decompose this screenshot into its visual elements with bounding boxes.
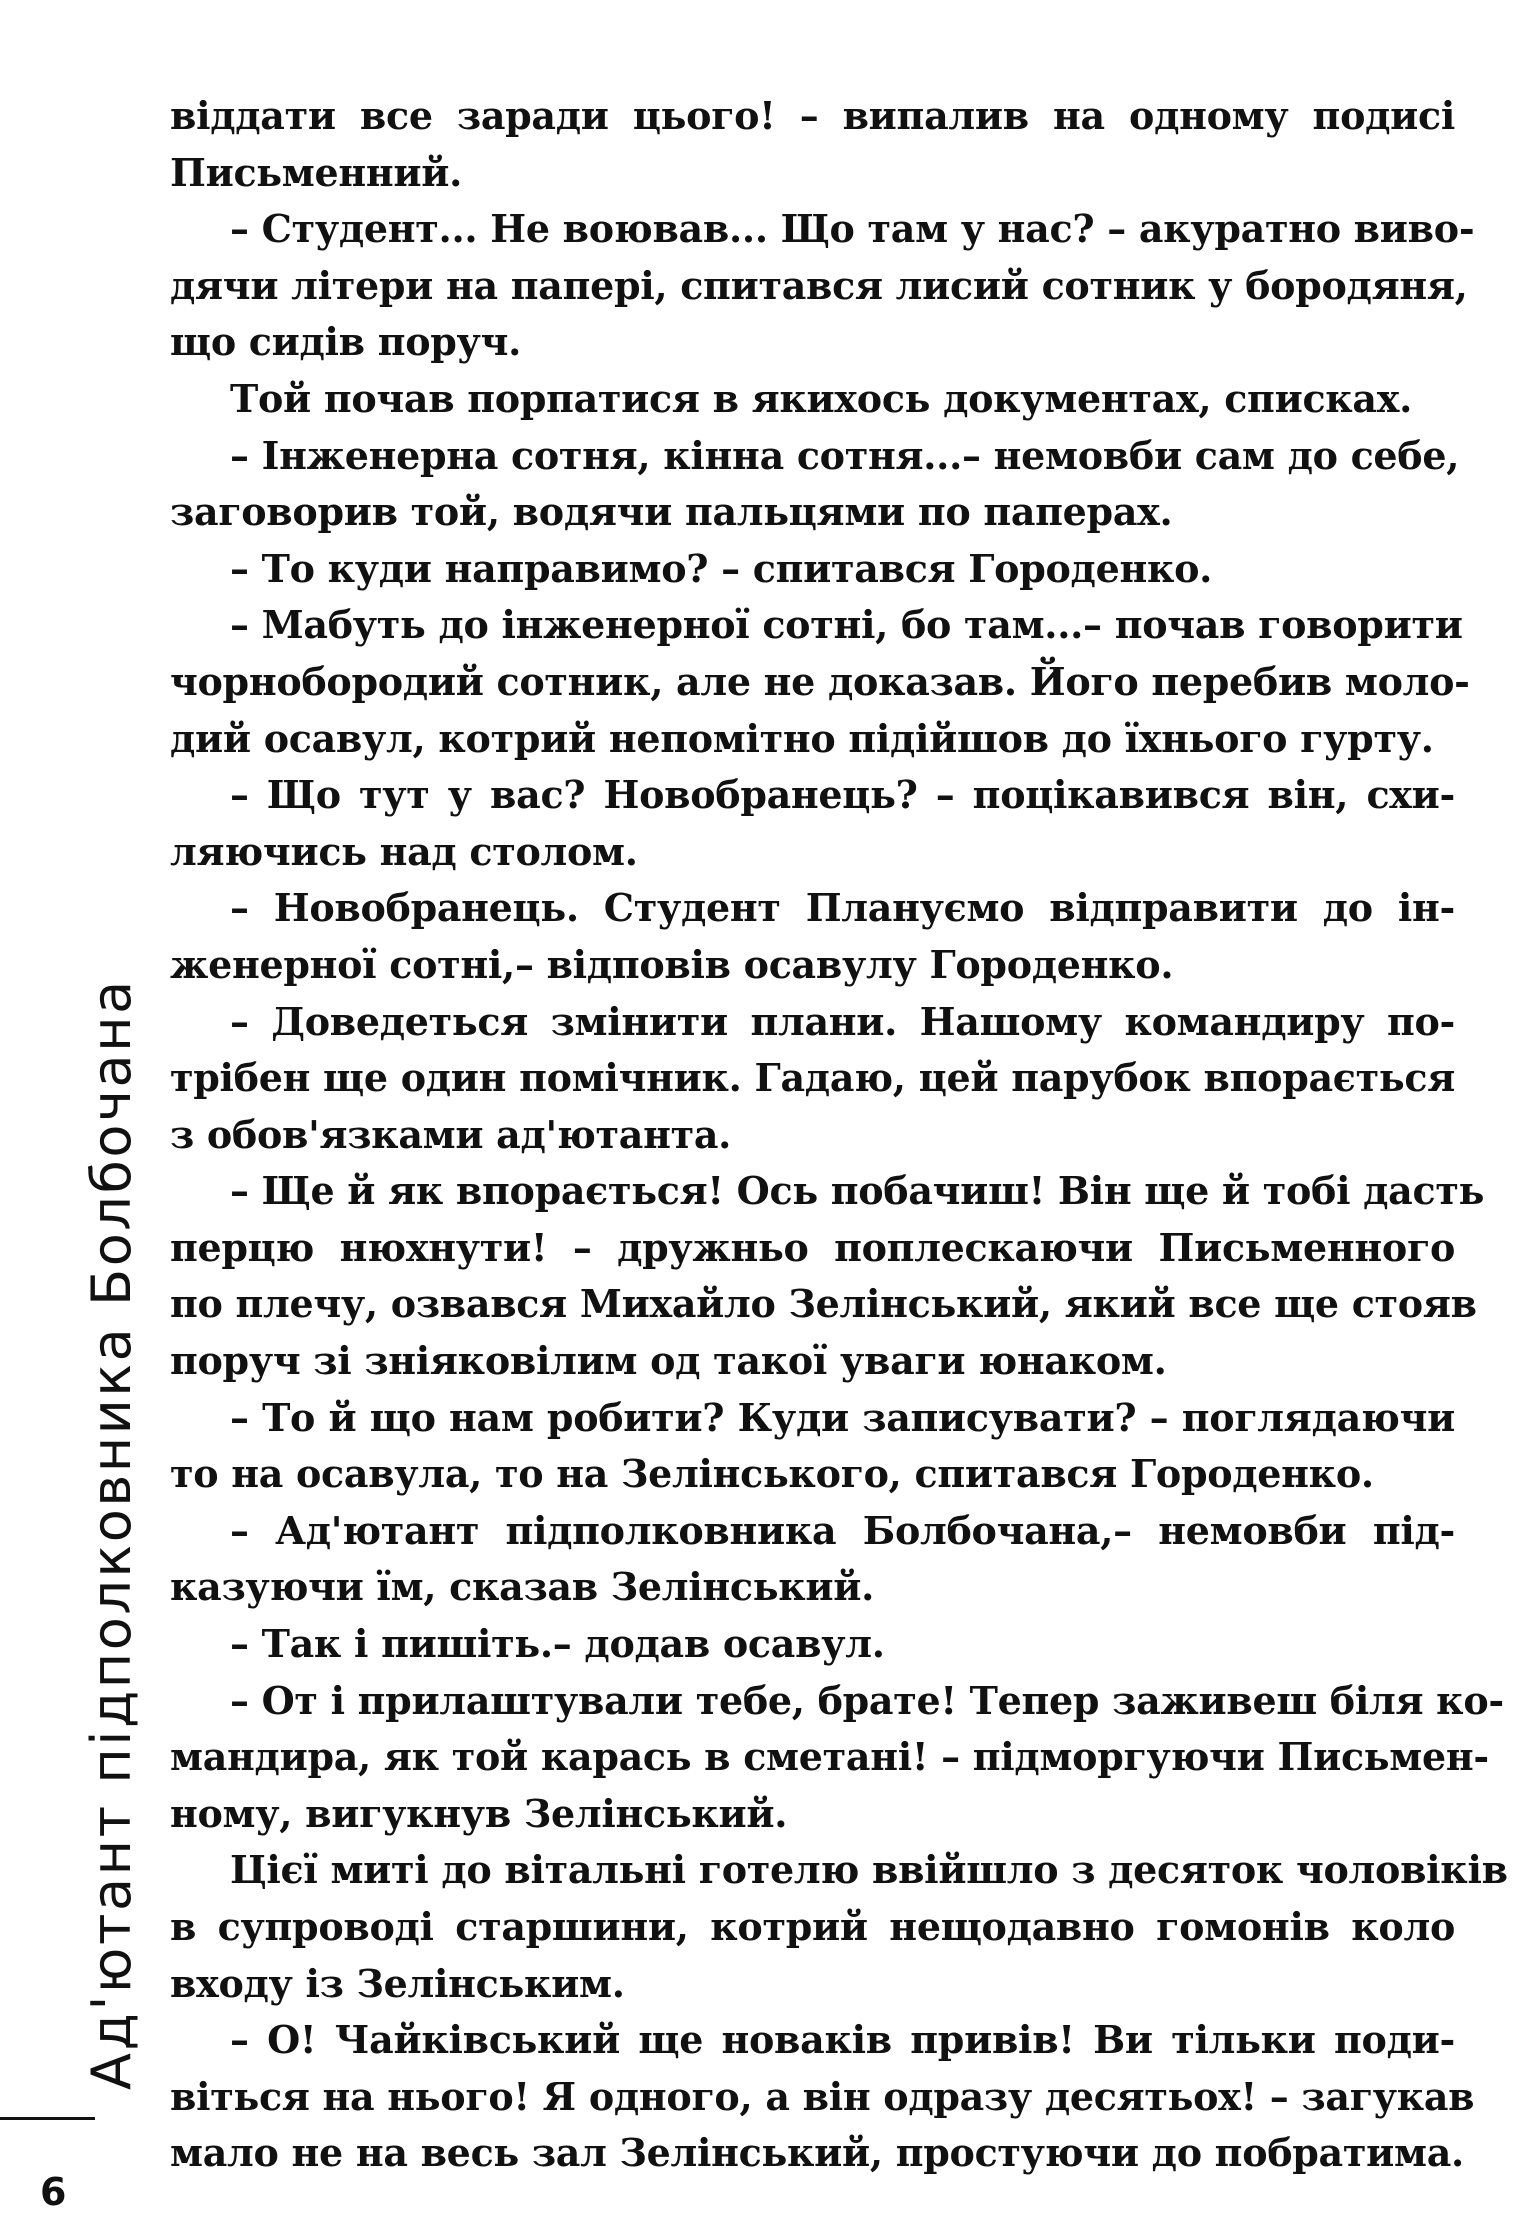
text-line: – О! Чайківський ще новаків привів! Ви тільки поди-	[230, 2017, 1455, 2063]
text-line: поруч зі зніяковілим од такої уваги юнаком.	[170, 1338, 1167, 1384]
text-line: казуючи їм, сказав Зелінський.	[170, 1564, 875, 1610]
text-line: що сидів поруч.	[170, 319, 522, 365]
text-line: – Новобранець. Студент Плануємо відправити до ін-	[230, 885, 1455, 931]
text-line: трібен ще один помічник. Гадаю, цей парубок впорається	[170, 1055, 1455, 1101]
text-line: чорнобородий сотник, але не доказав. Його перебив моло-	[170, 658, 1470, 704]
text-line: Той почав порпатися в якихось документах, списках.	[230, 375, 1413, 421]
running-title: Ад'ютант підполковника Болбочана	[80, 978, 143, 2090]
text-line: – Студент... Не воював... Що там у нас? – акуратно виво-	[230, 206, 1475, 252]
text-line: – То куди направимо? – спитався Городенко.	[230, 545, 1213, 591]
margin-rule	[0, 2117, 95, 2120]
text-line: віться на нього! Я одного, а він одразу десятьох! – загукав	[170, 2073, 1475, 2119]
text-line: дячи літери на папері, спитався лисий сотник у бородяня,	[170, 262, 1468, 308]
text-line: – Мабуть до інженерної сотні, бо там...– почав говорити	[230, 602, 1463, 648]
body-text	[170, 88, 1508, 2182]
text-line: ляючись над столом.	[170, 828, 638, 874]
text-line: в супроводі старшини, котрий нещодавно гомонів коло	[170, 1904, 1455, 1949]
page-number: 6	[40, 2170, 67, 2214]
text-line: – Так і пишіть.– додав осавул.	[230, 1621, 885, 1667]
text-line: Письменний.	[170, 149, 463, 195]
text-line: дий осавул, котрий непомітно підійшов до їхнього гурту.	[170, 715, 1434, 761]
text-line: – Інженерна сотня, кінна сотня...– немовби сам до себе,	[230, 432, 1460, 478]
text-line: то на осавула, то на Зелінського, спитався Городенко.	[170, 1451, 1374, 1497]
text-line: – Ще й як впорається! Ось побачиш! Він ще й тобі дасть	[230, 1168, 1485, 1214]
text-line: – Ад'ютант підполковника Болбочана,– немовби під-	[230, 1507, 1455, 1553]
text-line: женерної сотні,– відповів осавулу Городенко.	[170, 941, 1174, 987]
text-line: заговорив той, водячи пальцями по паперах.	[170, 489, 1173, 535]
text-line: з обов'язками ад'ютанта.	[170, 1111, 732, 1157]
text-line: Цієї миті до вітальні готелю ввійшло з десяток чоловіків	[230, 1847, 1508, 1893]
text-line: – Доведеться змінити плани. Нашому командиру по-	[230, 998, 1455, 1044]
text-line: віддати все заради цього! – випалив на одному подисі	[170, 93, 1455, 138]
running-title-container	[0, 895, 143, 2090]
text-line: – От і прилаштували тебе, брате! Тепер заживеш біля ко-	[230, 1677, 1504, 1723]
text-line: мало не на весь зал Зелінський, простуючи до побратима.	[170, 2130, 1464, 2176]
text-line: по плечу, озвався Михайло Зелінський, який все ще стояв	[170, 1281, 1477, 1327]
text-line: входу із Зелінським.	[170, 1960, 625, 2006]
text-line: – Що тут у вас? Новобранець? – поцікавився він, схи-	[230, 772, 1455, 818]
text-line: мандира, як той карась в сметані! – підморгуючи Письмен-	[170, 1734, 1489, 1780]
text-line: ному, вигукнув Зелінський.	[170, 1790, 788, 1836]
text-line: – То й що нам робити? Куди записувати? – поглядаючи	[230, 1394, 1455, 1440]
text-line: перцю нюхнути! – дружньо поплескаючи Письменного	[170, 1224, 1455, 1270]
